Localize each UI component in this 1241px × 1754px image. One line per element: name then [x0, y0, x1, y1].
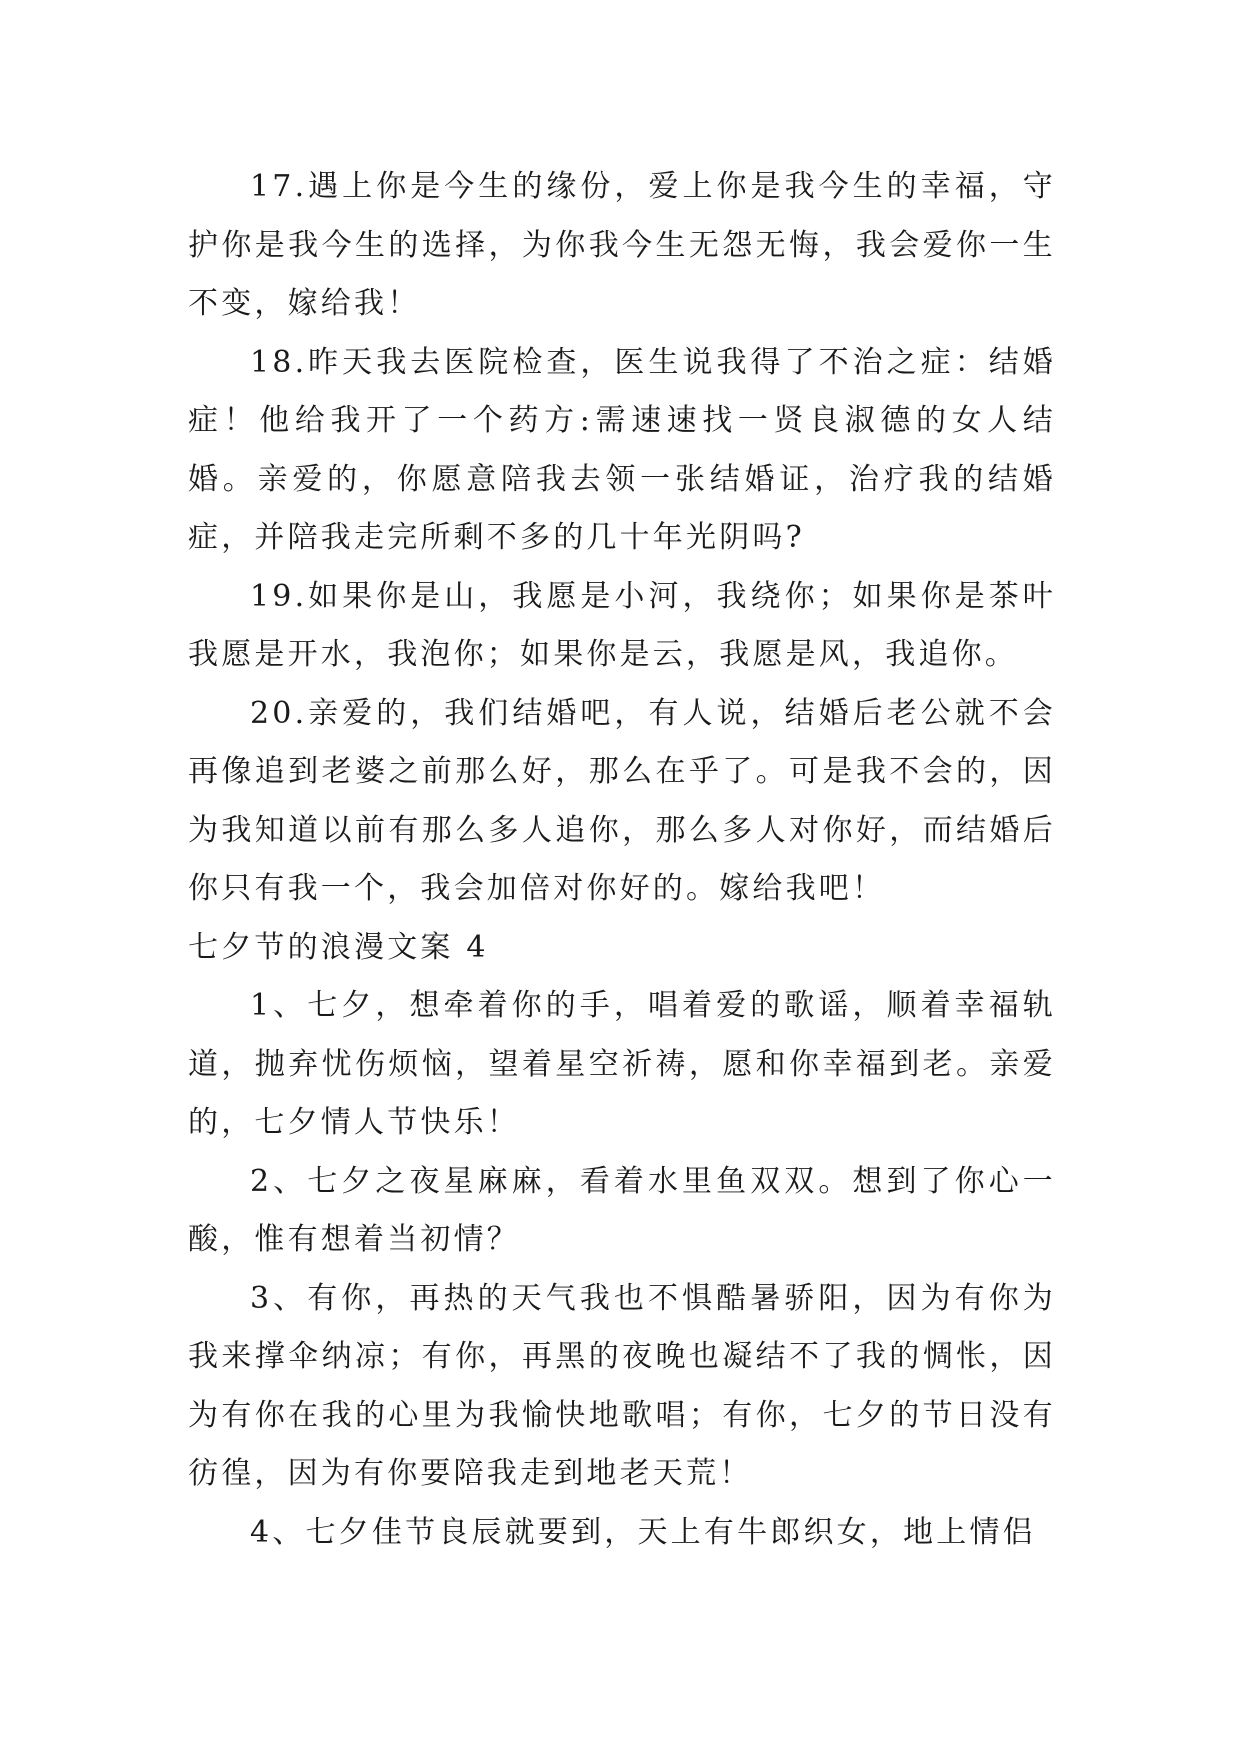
paragraph-17: 17.遇上你是今生的缘份，爱上你是我今生的幸福，守护你是我今生的选择，为你我今生无怨无悔，我会爱你一生不变，嫁给我！ [188, 169, 1056, 321]
paragraph-1: 1、七夕，想牵着你的手，唱着爱的歌谣，顺着幸福轨道，抛弃忧伤烦恼，望着星空祈祷，愿和你幸福到老。亲爱的，七夕情人节快乐！ [188, 988, 1056, 1140]
paragraph-2: 2、七夕之夜星麻麻，看着水里鱼双双。想到了你心一酸，惟有想着当初情？ [188, 1163, 1056, 1257]
paragraph-20: 20.亲爱的，我们结婚吧，有人说，结婚后老公就不会再像追到老婆之前那么好，那么在乎了。可是我不会的，因为我知道以前有那么多人追你，那么多人对你好，而结婚后你只有我一个，我会加倍对你好的。嫁给我吧！ [188, 695, 1056, 906]
paragraph-3: 3、有你，再热的天气我也不惧酷暑骄阳，因为有你为我来撑伞纳凉；有你，再黑的夜晚也凝结不了我的惆怅，因为有你在我的心里为我愉快地歌唱；有你，七夕的节日没有彷徨，因为有你要陪我走到地老天荒！ [188, 1280, 1056, 1491]
document-body [188, 158, 1056, 1562]
paragraph-19: 19.如果你是山，我愿是小河，我绕你；如果你是茶叶我愿是开水，我泡你；如果你是云，我愿是风，我追你。 [188, 578, 1056, 672]
paragraph-18: 18.昨天我去医院检查，医生说我得了不治之症：结婚症！他给我开了一个药方:需速速找一贤良淑德的女人结婚。亲爱的，你愿意陪我去领一张结婚证，治疗我的结婚症，并陪我走完所剩不多的几十年光阴吗? [188, 344, 1056, 555]
section-title: 七夕节的浪漫文案 4 [188, 929, 489, 965]
paragraph-4: 4、七夕佳节良辰就要到，天上有牛郎织女，地上情侣 [250, 1514, 1036, 1550]
